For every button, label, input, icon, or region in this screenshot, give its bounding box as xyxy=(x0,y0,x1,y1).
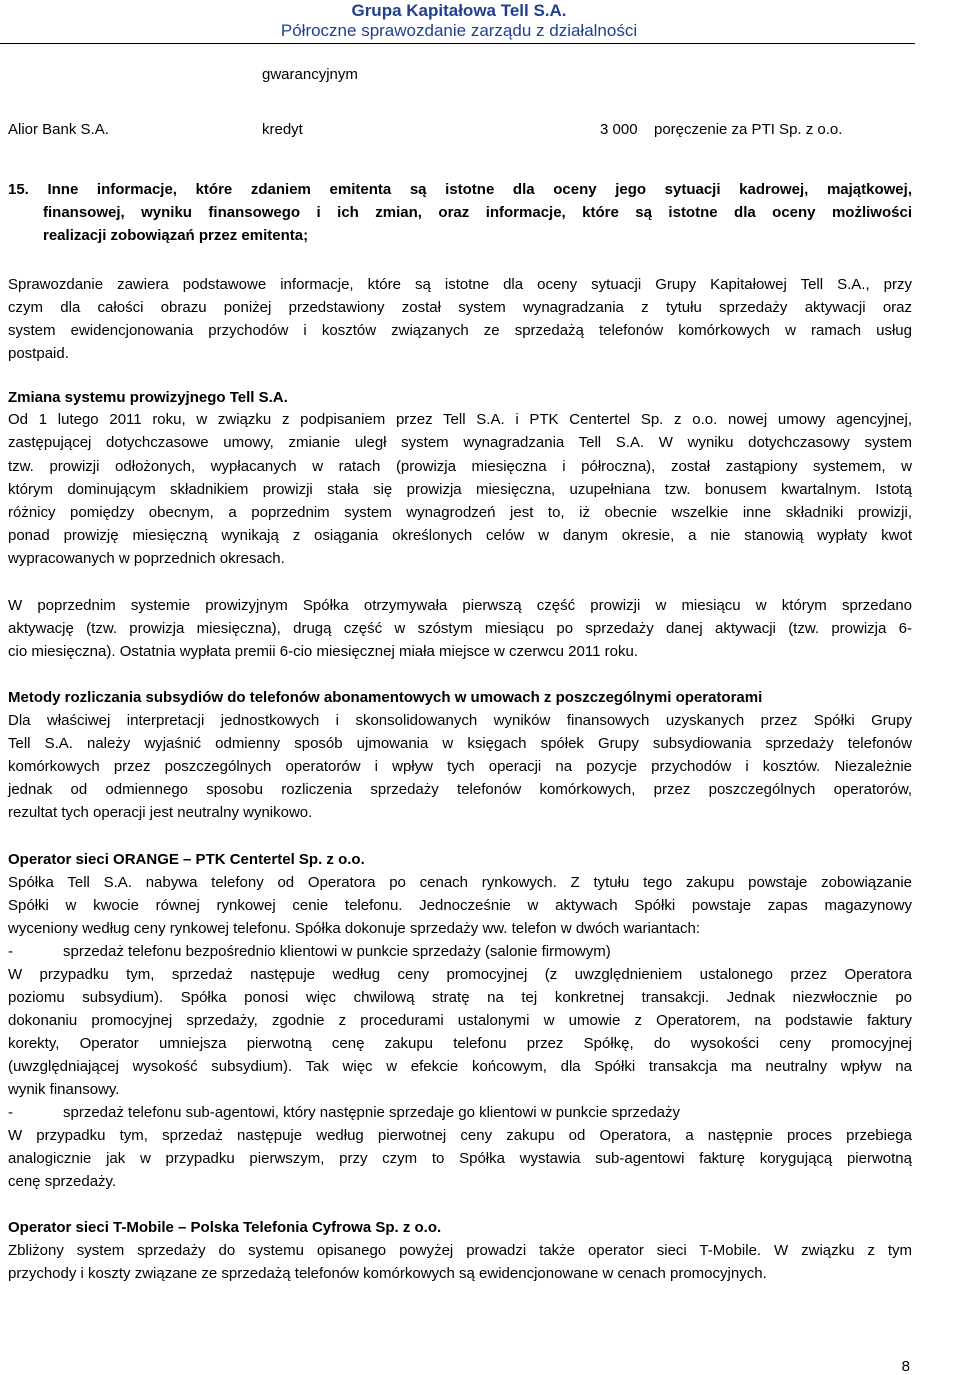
paragraph-line: Tell S.A. należy wyjaśnić odmienny sposób ujmowania w księgach spółek Grupy subsydiowania sprzedaży telefonów xyxy=(8,735,912,752)
paragraph-line: system ewidencjonowania przychodów i kosztów związanych ze sprzedażą telefonów komórkowych w ramach usług xyxy=(8,322,912,339)
paragraph-line: dokonaniu promocyjnej sprzedaży, zgodnie z procedurami ustalonymi w umowie z Operatorem, na podstawie faktury xyxy=(8,1012,912,1029)
subheading: Metody rozliczania subsydiów do telefonów abonamentowych w umowach z poszczególnymi operatorami xyxy=(8,689,763,706)
paragraph-line: aktywację (tzw. prowizja miesięczna), drugą część w szóstym miesiącu po sprzedaży danej aktywacji (tzw. prowizja 6- xyxy=(8,620,912,637)
section-heading-line: 15. Inne informacje, które zdaniem emitenta są istotne dla oceny jego sytuacji kadrowej, majątkowej, xyxy=(8,181,912,198)
section-heading-line: finansowej, wyniku finansowego i ich zmian, oraz informacje, które są istotne dla oceny możliwości xyxy=(43,204,912,221)
paragraph-line: Sprawozdanie zawiera podstawowe informacje, które są istotne dla oceny sytuacji Grupy Kapitałowej Tell S.A., przy xyxy=(8,276,912,293)
paragraph-line: wypracowanych w poprzednich okresach. xyxy=(8,550,285,567)
paragraph-line: W poprzednim systemie prowizyjnym Spółka otrzymywała pierwszą część prowizji w miesiącu w którym sprzedano xyxy=(8,597,912,614)
paragraph-line: czym dla całości obrazu poniżej przedstawiony został system wynagradzania z tytułu sprzedaży aktywacji oraz xyxy=(8,299,912,316)
paragraph-line: poziomu subsydium). Spółka ponosi więc chwilową stratę na tej konkretnej transakcji. Jednak niezwłocznie po xyxy=(8,989,912,1006)
paragraph-line: cio miesięczna). Ostatnia wypłata premii 6-cio miesięcznej miała miejsce w czerwcu 2011 roku. xyxy=(8,643,638,660)
type-cell: kredyt xyxy=(262,121,303,138)
security-cell: poręczenie za PTI Sp. z o.o. xyxy=(654,121,843,138)
subheading: Operator sieci ORANGE – PTK Centertel Sp. z o.o. xyxy=(8,851,365,868)
paragraph-line: Dla właściwej interpretacji jednostkowych i skonsolidowanych wyników finansowych uzyskanych przez Spółki Grupy xyxy=(8,712,912,729)
paragraph-line: wynik finansowy. xyxy=(8,1081,120,1098)
paragraph-line: różnicy pomiędzy obecnym, a poprzednim system wynagrodzeń jest to, iż obecnie wszelkie inne składniki prowizji, xyxy=(8,504,912,521)
paragraph-line: którym dominującym składnikiem prowizji stała się prowizja miesięczna, uzupełniana tzw. bonusem kwartalnym. Istotą xyxy=(8,481,912,498)
bullet-dash: - xyxy=(8,943,13,960)
paragraph-line: W przypadku tym, sprzedaż następuje według pierwotnej ceny zakupu od Operatora, a następnie proces przebiega xyxy=(8,1127,912,1144)
paragraph-line: zastępującej dotychczasowe umowy, zmianie uległ system wynagradzania Tell S.A. W wyniku dotychczasowy system xyxy=(8,434,912,451)
paragraph-line: wyceniony według ceny rynkowej telefonu. Spółka dokonuje sprzedaży ww. telefon w dwóch wariantach: xyxy=(8,920,701,937)
paragraph-line: rezultat tych operacji jest neutralny wynikowo. xyxy=(8,804,313,821)
paragraph-line: Spółki w kwocie równej rynkowej cenie telefonu. Jednocześnie w aktywach Spółki powstaje zapas magazynowy xyxy=(8,897,912,914)
section-heading-line: realizacji zobowiązań przez emitenta; xyxy=(43,227,309,244)
bullet-item: sprzedaż telefonu bezpośrednio klientowi w punkcie sprzedaży (salonie firmowym) xyxy=(63,943,611,960)
bullet-item: sprzedaż telefonu sub-agentowi, który następnie sprzedaje go klientowi w punkcie sprzedaży xyxy=(63,1104,681,1121)
paragraph-line: ponad prowizję miesięczną wynikają z osiągania określonych celów w danym okresie, a nie stanowią wypłaty kwot xyxy=(8,527,912,544)
paragraph-line: postpaid. xyxy=(8,345,69,362)
paragraph-line: cenę sprzedaży. xyxy=(8,1173,117,1190)
paragraph-line: analogicznie jak w przypadku pierwszym, przy czym to Spółka wystawia sub-agentowi fakturę korygującą pierwotną xyxy=(8,1150,912,1167)
paragraph-line: jednak od odmiennego sposobu rozliczenia sprzedaży telefonów komórkowych, przez poszczególnych operatorów, xyxy=(8,781,912,798)
paragraph-line: Spółka Tell S.A. nabywa telefony od Operatora po cenach rynkowych. Z tytułu tego zakupu powstaje zobowiązanie xyxy=(8,874,912,891)
header-subtitle: Półroczne sprawozdanie zarządu z działalności xyxy=(280,21,638,40)
header-rule xyxy=(0,43,915,44)
amount-cell: 3 000 xyxy=(600,121,638,138)
paragraph-line: W przypadku tym, sprzedaż następuje według ceny promocyjnej (z uwzględnieniem ustalonego przez Operatora xyxy=(8,966,912,983)
paragraph-line: przychody i koszty związane ze sprzedażą telefonów komórkowych są ewidencjonowane w cenach promocyjnych. xyxy=(8,1265,767,1282)
paragraph-line: Od 1 lutego 2011 roku, w związku z podpisaniem przez Tell S.A. i PTK Centertel Sp. z o.o. nowej umowy agencyjnej, xyxy=(8,411,912,428)
table-continuation-cell: gwarancyjnym xyxy=(262,66,358,83)
paragraph-line: tzw. prowizji odłożonych, wypłacanych w ratach (prowizja miesięczna i półroczna), został zastąpiony systemem, w xyxy=(8,458,912,475)
bullet-dash: - xyxy=(8,1104,13,1121)
header-company: Grupa Kapitałowa Tell S.A. xyxy=(351,1,567,20)
page-number: 8 xyxy=(901,1358,910,1375)
paragraph-line: korekty, Operator umniejsza pierwotną cenę zakupu telefonu przez Spółkę, do wysokości ceny promocyjnej xyxy=(8,1035,912,1052)
paragraph-line: (uwzględniającej wysokość subsydium). Tak więc w efekcie końcowym, dla Spółki transakcja ma neutralny wpływ na xyxy=(8,1058,912,1075)
paragraph-line: Zbliżony system sprzedaży do systemu opisanego powyżej prowadzi także operator sieci T-Mobile. W związku z tym xyxy=(8,1242,912,1259)
bank-cell: Alior Bank S.A. xyxy=(8,121,109,138)
paragraph-line: komórkowych przez poszczególnych operatorów i wpływ tych operacji na pozycje przychodów i kosztów. Niezależnie xyxy=(8,758,912,775)
subheading: Operator sieci T-Mobile – Polska Telefonia Cyfrowa Sp. z o.o. xyxy=(8,1219,442,1236)
subheading: Zmiana systemu prowizyjnego Tell S.A. xyxy=(8,389,288,406)
